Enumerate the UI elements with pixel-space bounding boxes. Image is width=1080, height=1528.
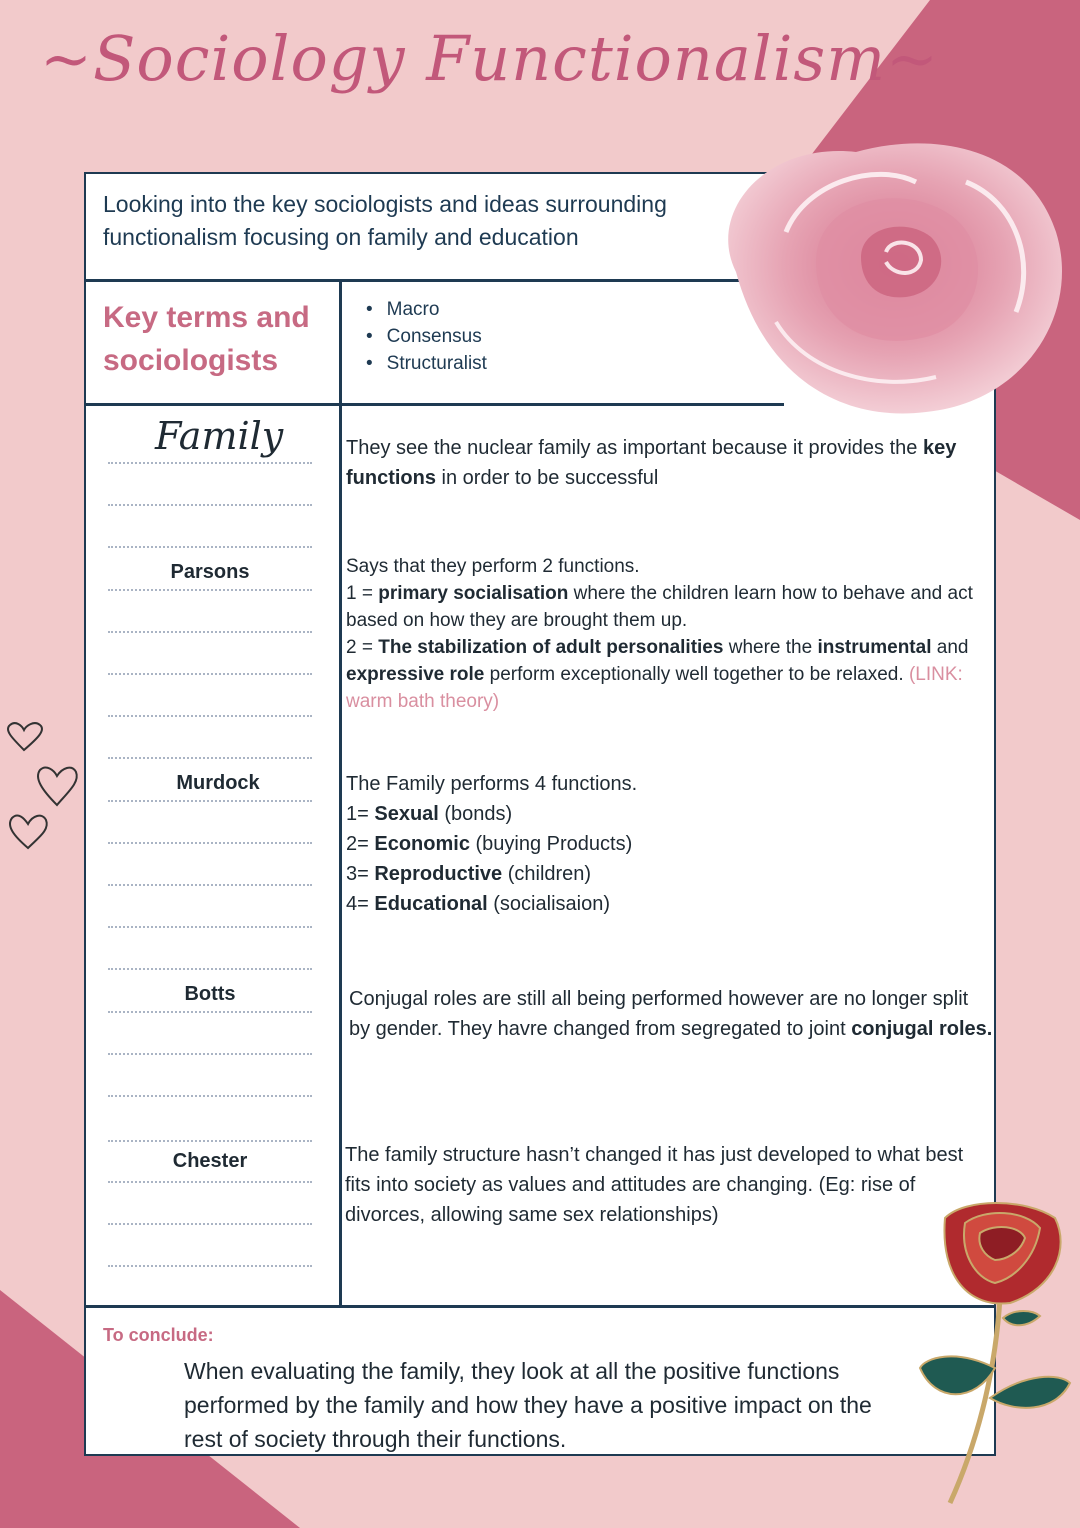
label-botts: Botts: [184, 983, 236, 1005]
key-terms-list: [366, 296, 487, 377]
intro-text: Looking into the key sociologists and ideas surrounding functionalism focusing on family and education: [103, 191, 667, 250]
murdock-text: The Family performs 4 functions. 1= Sexual (bonds) 2= Economic (buying Products) 3= Reproductive (children) 4= Educational (socialisaion): [346, 769, 946, 919]
page-title: ~Sociology Functionalism~: [40, 22, 939, 95]
list-item: 3= Reproductive (children): [346, 863, 592, 885]
divider-intro: [84, 279, 744, 282]
list-item: • Macro: [366, 296, 487, 323]
label-chester: Chester: [172, 1150, 248, 1172]
warm-bath-link: (LINK: warm bath theory): [346, 664, 963, 712]
red-rose-icon: [915, 1198, 1075, 1508]
conclusion-text: When evaluating the family, they look at all the positive functions performed by the family and how they have a positive impact on the rest of society through their functions.: [184, 1358, 872, 1452]
key-terms-heading: [103, 296, 333, 382]
list-item: • Consensus: [366, 323, 487, 350]
list-item: 2= Economic (buying Products): [346, 833, 633, 855]
rose-icon: [696, 122, 1076, 422]
divider-keyterms: [84, 403, 784, 406]
divider-conclusion: [84, 1305, 996, 1308]
key-terms-heading-text: Key terms and sociologists: [103, 301, 310, 377]
list-item: • Structuralist: [366, 350, 487, 377]
list-item: 1= Sexual (bonds): [346, 803, 513, 825]
label-murdock: Murdock: [176, 772, 260, 794]
parsons-text: Says that they perform 2 functions. 1 = primary socialisation where the children learn how to behave and act based on how they are brought them up. 2 = The stabilization of adult personalities where the instrumental and expressive role perform exceptionally well together to be relaxed. (LINK: warm bath theory): [346, 556, 973, 712]
chester-text: The family structure hasn’t changed it has just developed to what best fits into society as values and attitudes are changing. (Eg: rise of divorces, allowing same sex relationships): [345, 1144, 964, 1226]
list-item: 4= Educational (socialisaion): [346, 893, 610, 915]
hearts-icon: [2, 720, 82, 860]
conclusion-label: To conclude:: [103, 1325, 214, 1345]
botts-text: Conjugal roles are still all being performed however are no longer split by gender. They havre changed from segregated to joint conjugal roles.: [349, 988, 993, 1040]
family-heading: Family: [155, 414, 284, 458]
family-summary: They see the nuclear family as important because it provides the key functions in order to be successful: [346, 437, 957, 489]
column-divider: [339, 280, 342, 1306]
label-parsons: Parsons: [170, 561, 250, 583]
